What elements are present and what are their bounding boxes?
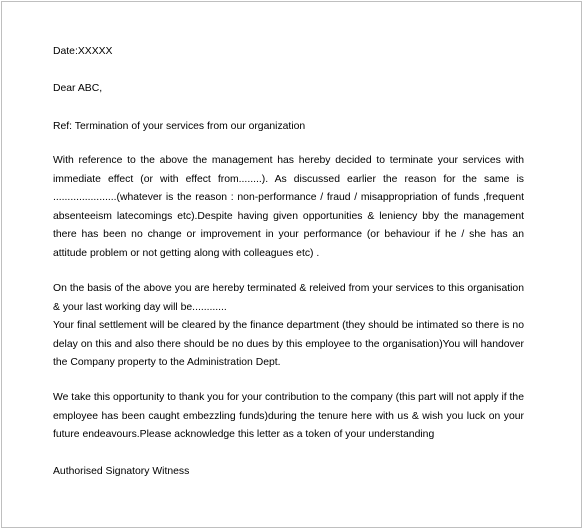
letter-signature: Authorised Signatory Witness bbox=[53, 466, 190, 477]
letter-paragraph-1: With reference to the above the management has hereby decided to terminate your services with immediate effect (or with effect from........). As discussed earlier the reason for the same is ......................(whatever is the reason : non-performance / fraud / misappropriation of funds ,frequent absenteeism latecomings etc).Despite having given opportunities & leniency bby the management there has been no change or improvement in your performance (or behaviour if he / she has an attitude problem or not getting along with colleagues etc) . bbox=[53, 155, 524, 259]
letter-date: Date:XXXXX bbox=[53, 46, 113, 57]
letter-paragraph-2b: Your final settlement will be cleared by the finance department (they should be intimated so there is no delay on this and also there should be no dues by this employee to the organisation)You will handover the Company property to the Administration Dept. bbox=[53, 320, 524, 369]
letter-salutation: Dear ABC, bbox=[53, 83, 103, 94]
letter-subject: Ref: Termination of your services from our organization bbox=[53, 121, 306, 132]
letter-paragraph-2a: On the basis of the above you are hereby terminated & releived from your services to this organisation & your last working day will be............ bbox=[53, 283, 524, 313]
letter-paragraph-3: We take this opportunity to thank you for your contribution to the company (this part will not apply if the employee has been caught embezzling funds)during the tenure here with us & wish you luck on your future endeavours.Please acknowledge this letter as a token of your understanding bbox=[53, 392, 524, 441]
letter-page bbox=[1, 1, 582, 528]
